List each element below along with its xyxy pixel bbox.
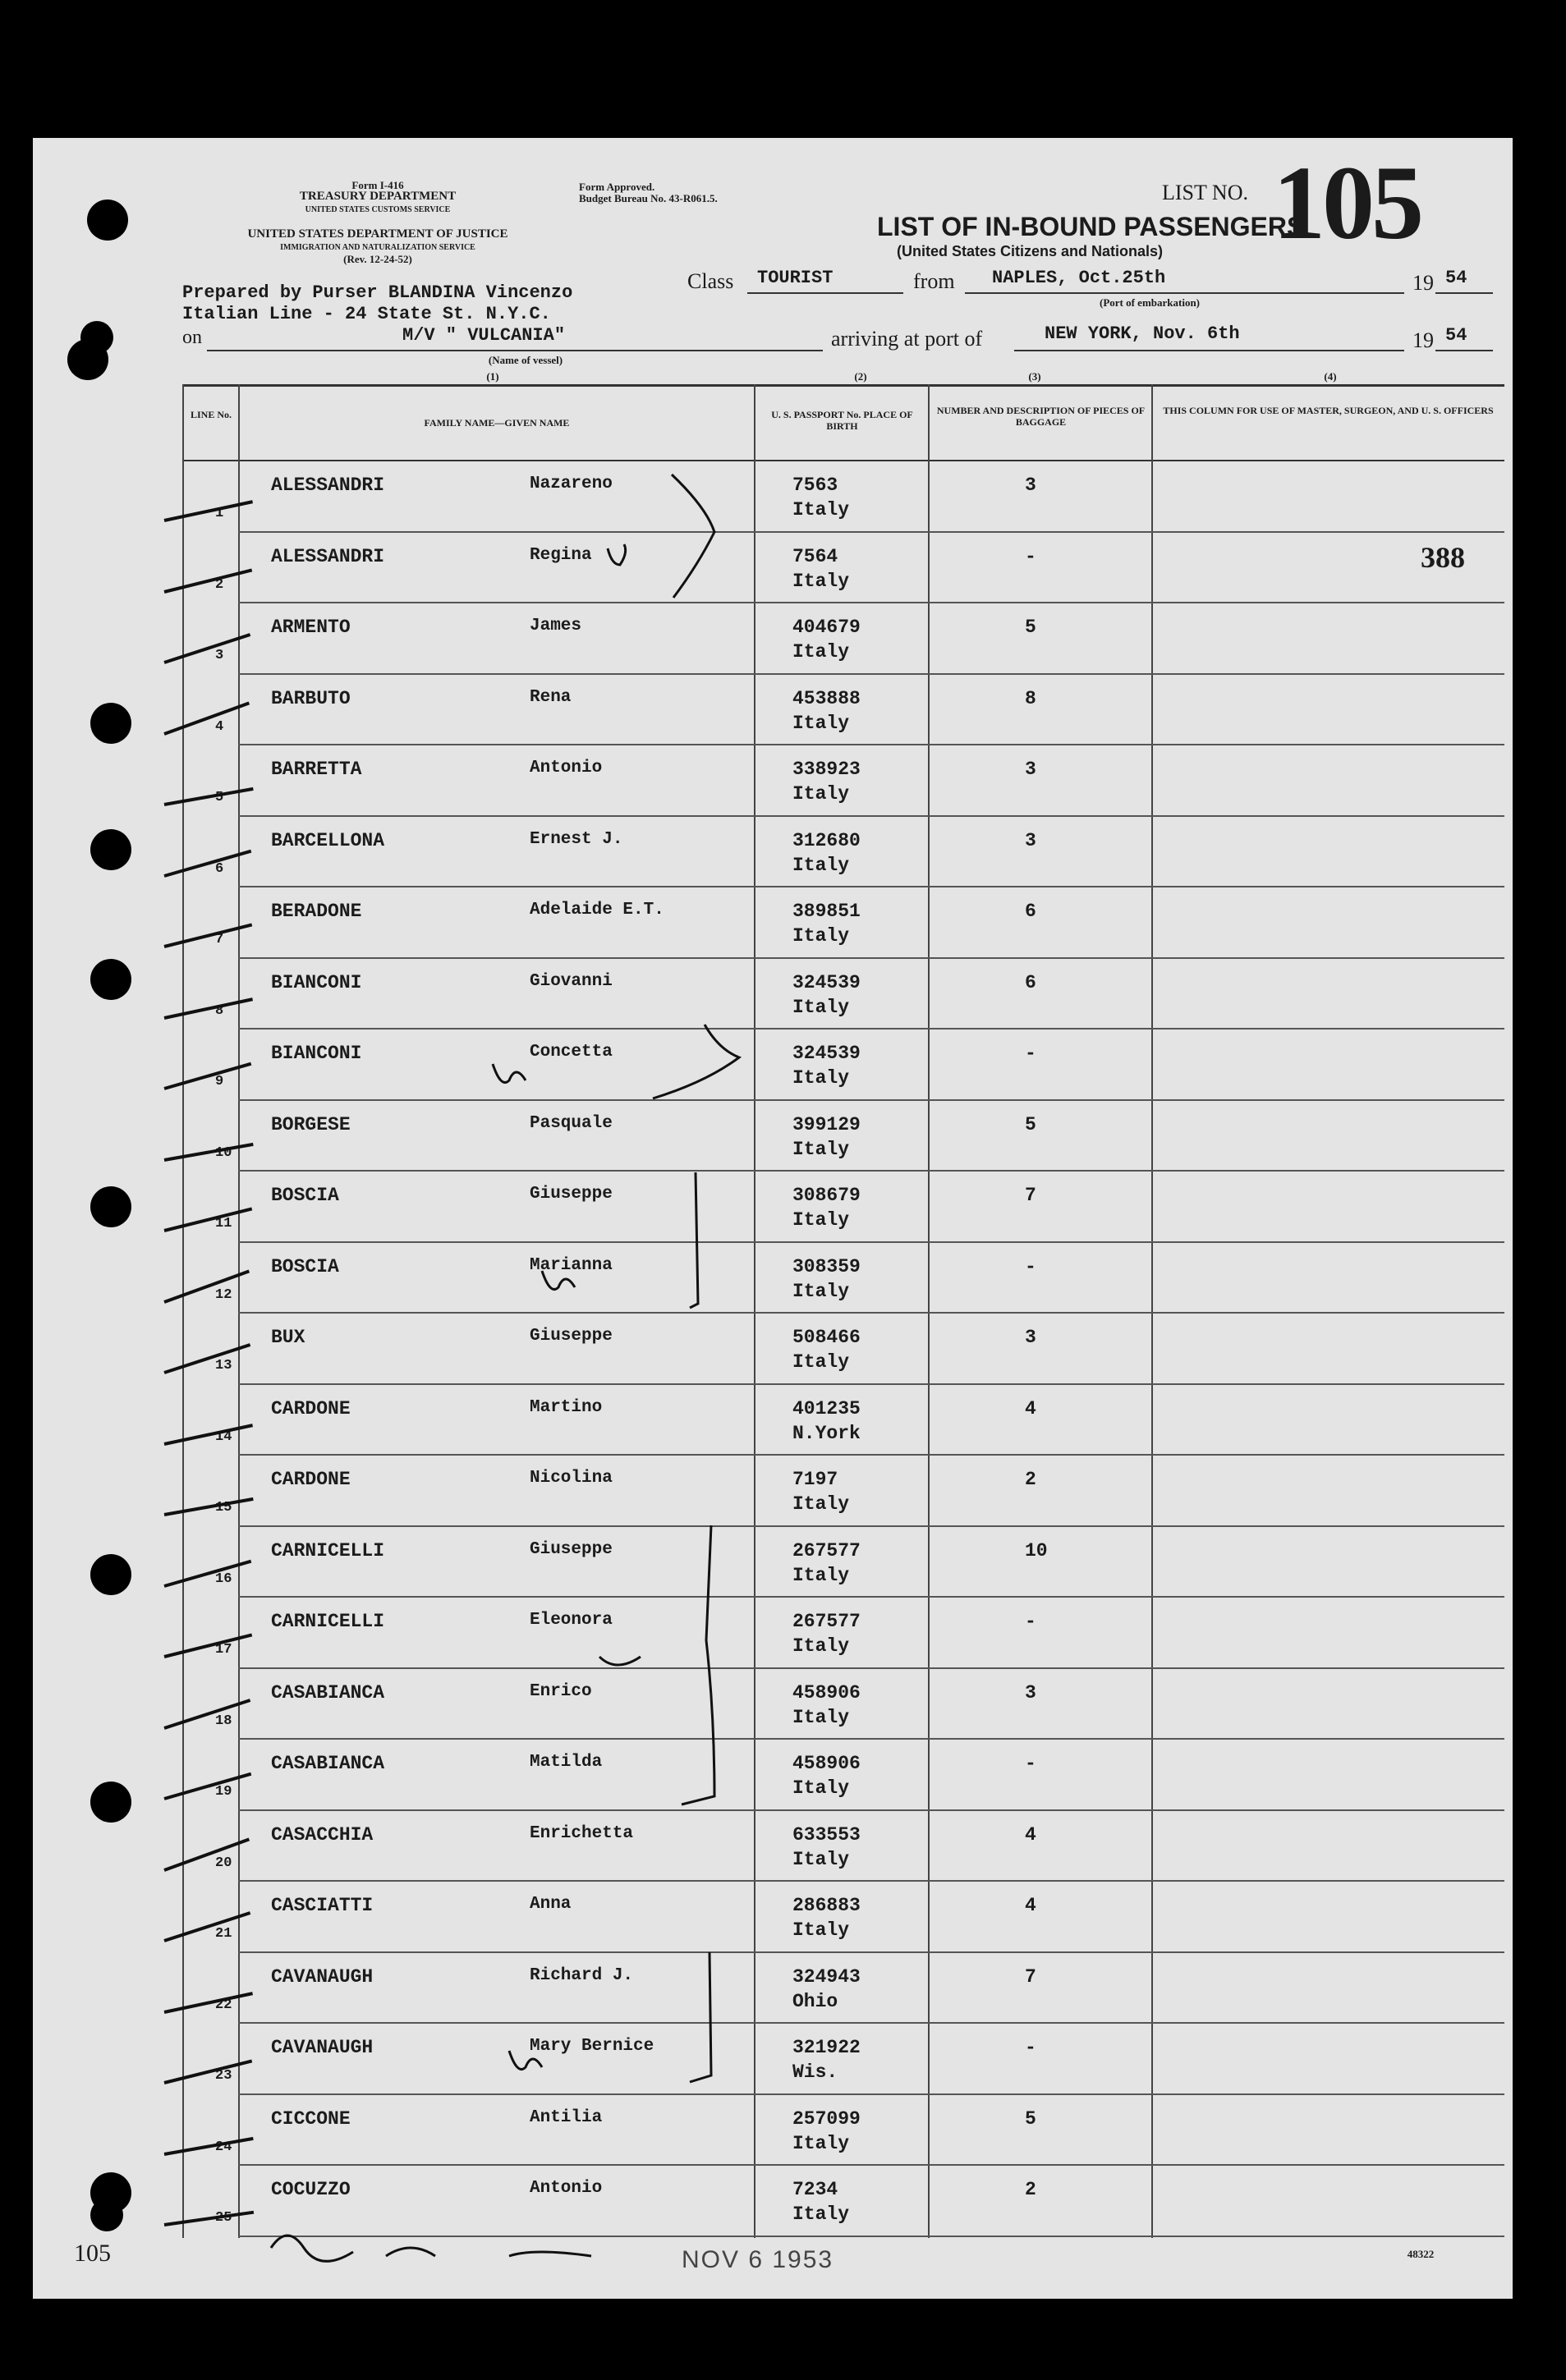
- line-number: 8: [215, 1002, 224, 1019]
- baggage-count: 7: [1025, 1965, 1036, 1988]
- given-name: Adelaide E.T.: [530, 901, 664, 919]
- baggage-count: 6: [1025, 971, 1036, 993]
- line-number: 22: [215, 1997, 232, 2013]
- passport-number: 7197: [792, 1469, 838, 1490]
- baggage-count: -: [1025, 2037, 1036, 2058]
- family-name: CARNICELLI: [271, 1539, 385, 1561]
- birth-place: N.York: [792, 1422, 861, 1444]
- given-name: Nicolina: [530, 1469, 613, 1488]
- birth-place: Italy: [792, 1280, 850, 1302]
- given-name: Concetta: [530, 1043, 613, 1062]
- prepared-by: Prepared by Purser BLANDINA Vincenzo: [182, 282, 573, 303]
- family-name: BARCELLONA: [271, 829, 385, 851]
- col-header-passport: U. S. PASSPORT No. PLACE OF BIRTH: [771, 409, 913, 432]
- embark-value: NAPLES, Oct.25th: [992, 268, 1166, 288]
- line-number: 10: [215, 1144, 232, 1161]
- family-name: CASCIATTI: [271, 1895, 374, 1916]
- given-name: Antilia: [530, 2107, 603, 2127]
- passport-number: 308359: [792, 1255, 861, 1277]
- prepared-address: Italian Line - 24 State St. N.Y.C.: [182, 304, 551, 324]
- manifest-sheet: [33, 138, 1513, 2299]
- class-label: Class: [687, 269, 734, 293]
- family-name: BORGESE: [271, 1113, 351, 1135]
- passport-number: 324539: [792, 1043, 861, 1064]
- col-header-line: LINE No.: [190, 409, 232, 420]
- family-name: CASABIANCA: [271, 1681, 385, 1704]
- list-title: LIST OF IN-BOUND PASSENGERS: [877, 212, 1305, 241]
- passport-number: 453888: [792, 687, 861, 709]
- passport-number: 267577: [792, 1539, 861, 1561]
- list-number-stamp: 105: [1273, 144, 1421, 261]
- baggage-count: 4: [1025, 1823, 1036, 1846]
- birth-place: Italy: [792, 854, 850, 876]
- line-number: 7: [215, 932, 224, 947]
- passport-number: 321922: [792, 2037, 861, 2058]
- birth-place: Italy: [792, 925, 850, 947]
- baggage-count: 4: [1025, 1397, 1036, 1419]
- baggage-count: -: [1025, 1753, 1036, 1774]
- baggage-count: -: [1025, 1611, 1036, 1632]
- passport-number: 257099: [792, 2107, 861, 2130]
- baggage-count: 3: [1025, 1327, 1036, 1348]
- birth-place: Italy: [792, 2203, 850, 2225]
- line-number: 20: [215, 1855, 232, 1871]
- family-name: BOSCIA: [271, 1185, 339, 1206]
- birth-place: Italy: [792, 1848, 850, 1870]
- passport-number: 338923: [792, 759, 861, 780]
- baggage-count: 7: [1025, 1185, 1036, 1206]
- baggage-count: -: [1025, 1043, 1036, 1064]
- birth-place: Italy: [792, 712, 850, 734]
- line-number: 17: [215, 1642, 232, 1658]
- given-name: Rena: [530, 687, 572, 707]
- col-header-officers: THIS COLUMN FOR USE OF MASTER, SURGEON, AND U. S. OFFICERS: [1163, 405, 1494, 416]
- margin-note: 105: [74, 2240, 111, 2267]
- passport-number: 389851: [792, 901, 861, 922]
- birth-place: Italy: [792, 1919, 850, 1941]
- birth-place: Italy: [792, 641, 850, 663]
- birth-place: Italy: [792, 1351, 850, 1373]
- family-name: CARDONE: [271, 1469, 351, 1490]
- given-name: Eleonora: [530, 1611, 613, 1630]
- line-number: 14: [215, 1428, 232, 1445]
- ins-service: IMMIGRATION AND NATURALIZATION SERVICE: [280, 243, 475, 252]
- family-name: CAVANAUGH: [271, 2037, 374, 2058]
- family-name: CARDONE: [271, 1397, 351, 1419]
- birth-place: Italy: [792, 1635, 850, 1657]
- col-number-4: (4): [1324, 370, 1337, 383]
- passport-number: 633553: [792, 1823, 861, 1846]
- birth-place: Wis.: [792, 2061, 838, 2083]
- birth-place: Ohio: [792, 1990, 838, 2012]
- family-name: BERADONE: [271, 901, 362, 922]
- family-name: COCUZZO: [271, 2179, 351, 2200]
- baggage-count: 3: [1025, 829, 1036, 851]
- line-number: 11: [215, 1216, 232, 1231]
- baggage-count: 4: [1025, 1895, 1036, 1916]
- col-number-3: (3): [1028, 370, 1041, 383]
- passport-number: 312680: [792, 829, 861, 851]
- birth-place: Italy: [792, 1777, 850, 1799]
- passport-number: 324943: [792, 1965, 861, 1988]
- form-number: Form I-416: [351, 179, 404, 191]
- passport-number: 286883: [792, 1895, 861, 1916]
- passport-number: 7564: [792, 545, 838, 567]
- from-label: from: [913, 269, 955, 293]
- passport-number: 7563: [792, 475, 838, 496]
- line-number: 12: [215, 1286, 232, 1303]
- family-name: CASACCHIA: [271, 1823, 374, 1846]
- family-name: CICCONE: [271, 2107, 351, 2130]
- vessel-name: M/V " VULCANIA": [402, 325, 566, 346]
- arriving-label: arriving at port of: [831, 327, 983, 351]
- birth-place: Italy: [792, 783, 850, 805]
- passport-number: 399129: [792, 1113, 861, 1135]
- baggage-count: 10: [1025, 1539, 1048, 1561]
- baggage-count: 3: [1025, 1681, 1036, 1704]
- line-number: 9: [215, 1074, 224, 1089]
- family-name: BARRETTA: [271, 759, 362, 780]
- line-number: 6: [215, 860, 224, 877]
- line-number: 19: [215, 1784, 232, 1800]
- family-name: ALESSANDRI: [271, 545, 385, 567]
- arrival-value: NEW YORK, Nov. 6th: [1045, 323, 1240, 344]
- date-stamp: NOV 6 1953: [682, 2246, 834, 2273]
- baggage-count: 2: [1025, 2179, 1036, 2200]
- given-name: Ernest J.: [530, 829, 623, 849]
- family-name: BARBUTO: [271, 687, 351, 709]
- baggage-count: 5: [1025, 617, 1036, 638]
- family-name: ALESSANDRI: [271, 475, 385, 496]
- customs-service: UNITED STATES CUSTOMS SERVICE: [305, 205, 451, 214]
- birth-place: Italy: [792, 1564, 850, 1586]
- baggage-count: 3: [1025, 759, 1036, 780]
- line-number: 24: [215, 2139, 232, 2155]
- birth-place: Italy: [792, 570, 850, 592]
- birth-place: Italy: [792, 1706, 850, 1728]
- given-name: Martino: [530, 1397, 603, 1417]
- birth-place: Italy: [792, 499, 850, 520]
- passport-number: 401235: [792, 1397, 861, 1419]
- passport-number: 458906: [792, 1753, 861, 1774]
- col-header-baggage: NUMBER AND DESCRIPTION OF PIECES OF BAGGAGE: [936, 405, 1146, 428]
- given-name: Matilda: [530, 1753, 603, 1772]
- col-header-name: FAMILY NAME—GIVEN NAME: [424, 417, 570, 429]
- form-code: 48322: [1407, 2248, 1435, 2260]
- line-number: 21: [215, 1926, 232, 1942]
- justice-dept: UNITED STATES DEPARTMENT OF JUSTICE: [247, 227, 508, 241]
- passport-number: 508466: [792, 1327, 861, 1348]
- line-number: 15: [215, 1500, 232, 1516]
- line-number: 25: [215, 2210, 232, 2226]
- passport-number: 458906: [792, 1681, 861, 1704]
- given-name: Giuseppe: [530, 1539, 613, 1559]
- birth-place: Italy: [792, 1138, 850, 1160]
- on-label: on: [182, 327, 202, 348]
- birth-place: Italy: [792, 1209, 850, 1231]
- treasury-dept: TREASURY DEPARTMENT: [299, 190, 457, 203]
- line-number: 23: [215, 2068, 232, 2084]
- line-number: 18: [215, 1713, 232, 1729]
- passport-number: 267577: [792, 1611, 861, 1632]
- baggage-count: -: [1025, 1255, 1036, 1277]
- birth-place: Italy: [792, 1493, 850, 1515]
- given-name: Giovanni: [530, 971, 613, 991]
- year-value-1: 54: [1445, 268, 1467, 288]
- line-number: 13: [215, 1358, 232, 1373]
- given-name: Antonio: [530, 2179, 603, 2198]
- family-name: CARNICELLI: [271, 1611, 385, 1632]
- given-name: Pasquale: [530, 1113, 613, 1133]
- family-name: BIANCONI: [271, 1043, 362, 1064]
- birth-place: Italy: [792, 2132, 850, 2154]
- family-name: BUX: [271, 1327, 305, 1348]
- budget-bureau: Budget Bureau No. 43-R061.5.: [579, 192, 718, 204]
- line-number: 1: [215, 506, 224, 521]
- side-number: 388: [1421, 541, 1465, 574]
- given-name: Enrico: [530, 1681, 592, 1701]
- given-name: Mary Bernice: [530, 2037, 654, 2056]
- family-name: ARMENTO: [271, 617, 351, 638]
- given-name: Antonio: [530, 759, 603, 777]
- given-name: Anna: [530, 1895, 572, 1914]
- baggage-count: 5: [1025, 1113, 1036, 1135]
- class-value: TOURIST: [757, 268, 834, 288]
- line-number: 3: [215, 648, 224, 663]
- col-number-1: (1): [486, 370, 499, 383]
- given-name: Regina: [530, 545, 592, 565]
- baggage-count: 8: [1025, 687, 1036, 709]
- form-approved: Form Approved.: [579, 181, 655, 193]
- year-value-2: 54: [1445, 325, 1467, 346]
- given-name: Giuseppe: [530, 1327, 613, 1346]
- baggage-count: 2: [1025, 1469, 1036, 1490]
- given-name: Enrichetta: [530, 1823, 634, 1843]
- vessel-caption: (Name of vessel): [488, 354, 563, 366]
- baggage-count: 5: [1025, 2107, 1036, 2130]
- given-name: Giuseppe: [530, 1185, 613, 1204]
- line-number: 2: [215, 576, 224, 593]
- family-name: BIANCONI: [271, 971, 362, 993]
- line-number: 5: [215, 790, 224, 805]
- passport-number: 308679: [792, 1185, 861, 1206]
- birth-place: Italy: [792, 996, 850, 1018]
- list-subtitle: (United States Citizens and Nationals): [897, 243, 1164, 259]
- baggage-count: 6: [1025, 901, 1036, 922]
- list-no-label: LIST NO.: [1162, 181, 1248, 204]
- year-prefix-2: 19: [1412, 328, 1434, 352]
- year-prefix-1: 19: [1412, 271, 1434, 295]
- handwritten-marks: [33, 138, 1513, 2299]
- line-number: 16: [215, 1571, 232, 1587]
- family-name: CAVANAUGH: [271, 1965, 374, 1988]
- given-name: Richard J.: [530, 1965, 634, 1985]
- family-name: CASABIANCA: [271, 1753, 385, 1774]
- col-number-2: (2): [854, 370, 867, 383]
- baggage-count: 3: [1025, 475, 1036, 496]
- given-name: James: [530, 617, 582, 635]
- embark-caption: (Port of embarkation): [1099, 296, 1201, 309]
- given-name: Nazareno: [530, 475, 613, 493]
- passport-number: 404679: [792, 617, 861, 638]
- given-name: Marianna: [530, 1255, 613, 1275]
- passport-number: 7234: [792, 2179, 838, 2200]
- line-number: 4: [215, 718, 224, 735]
- family-name: BOSCIA: [271, 1255, 339, 1277]
- baggage-count: -: [1025, 545, 1036, 567]
- passport-number: 324539: [792, 971, 861, 993]
- revision: (Rev. 12-24-52): [343, 253, 412, 265]
- birth-place: Italy: [792, 1067, 850, 1089]
